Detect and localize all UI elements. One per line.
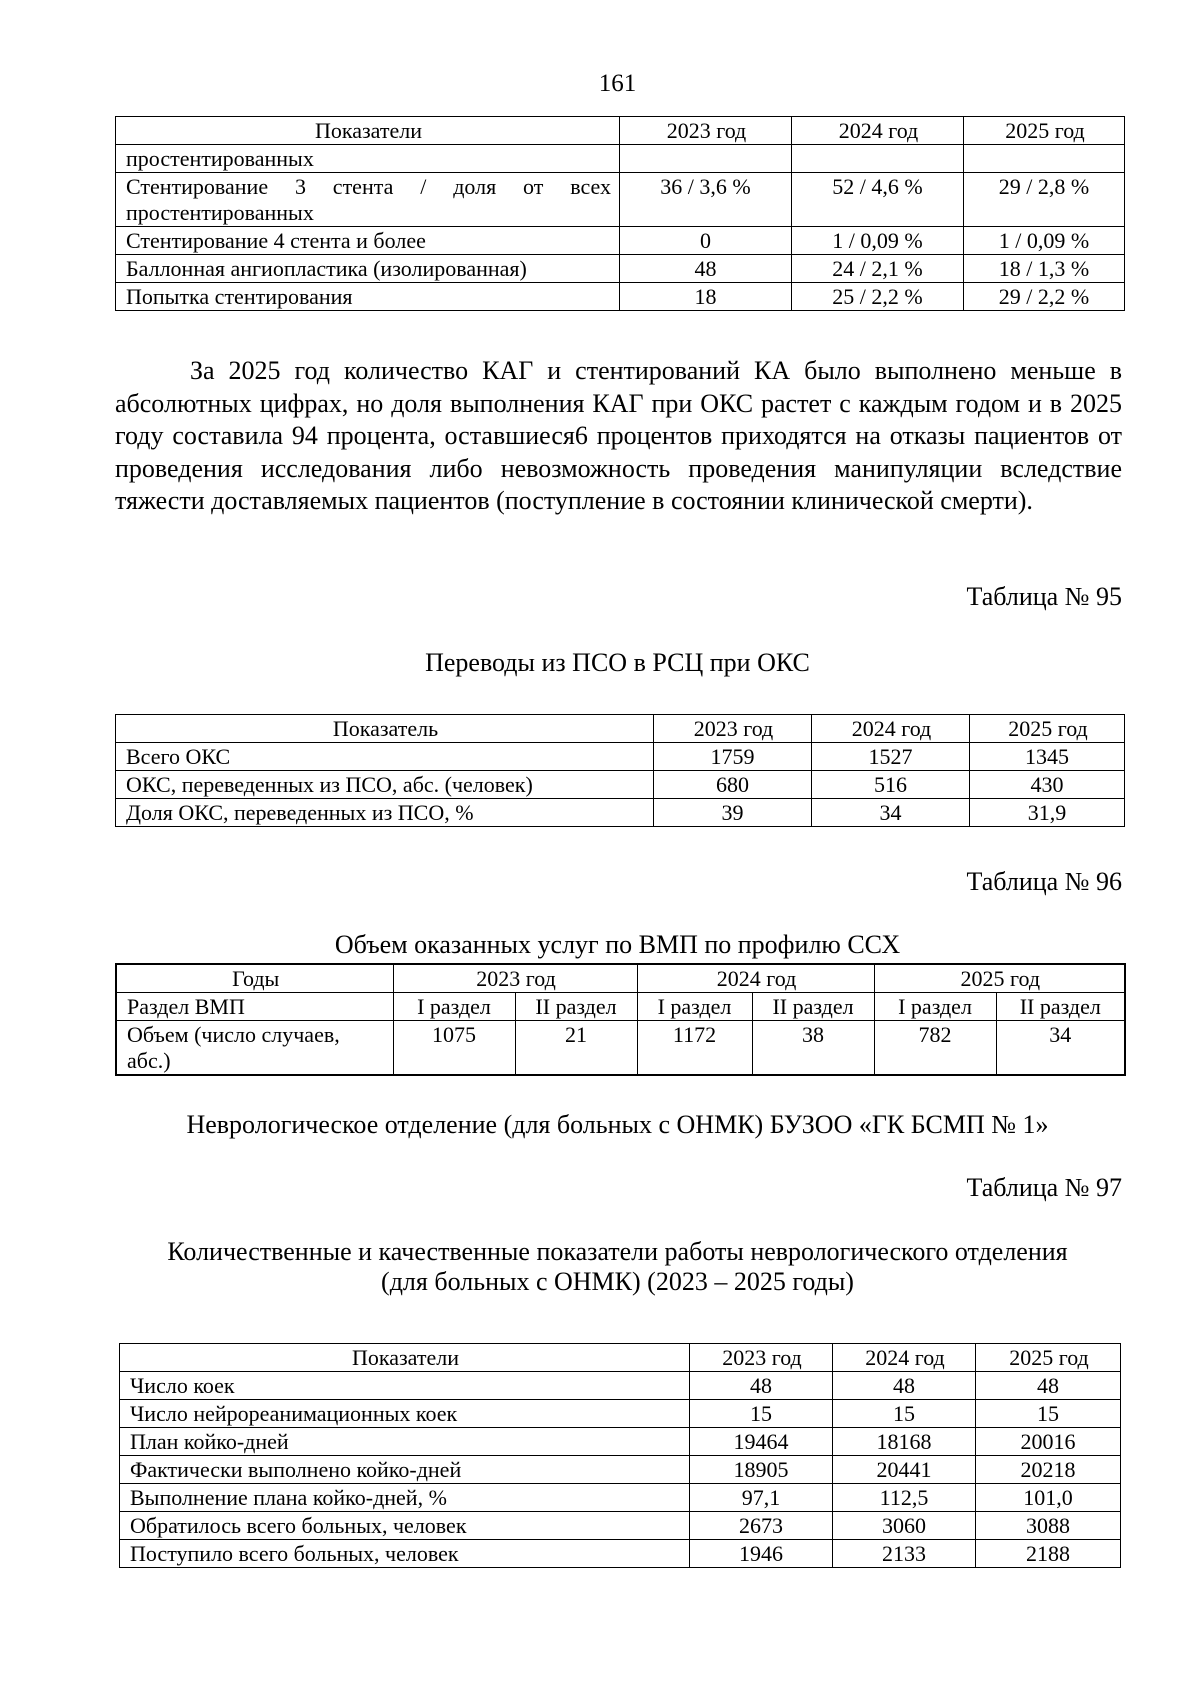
row-label: Число коек	[120, 1372, 690, 1400]
table-row	[116, 227, 1125, 255]
cell-2024: 15	[833, 1400, 976, 1428]
cell-2024: 516	[812, 771, 970, 799]
cell-2023	[620, 145, 792, 173]
cell-2025: 29 / 2,2 %	[964, 283, 1125, 311]
cell-2023: 48	[690, 1372, 833, 1400]
cell-2023: 680	[654, 771, 812, 799]
cell-section: I раздел	[874, 993, 996, 1021]
cell-2025	[964, 145, 1125, 173]
row-label: Стентирование 4 стента и более	[116, 227, 620, 255]
table-row	[116, 993, 1125, 1021]
row-label: Попытка стентирования	[116, 283, 620, 311]
cell-2024: 34	[812, 799, 970, 827]
table-row	[116, 799, 1125, 827]
table-row	[120, 1400, 1121, 1428]
row-label: Поступило всего больных, человек	[120, 1540, 690, 1568]
table-header-row	[116, 715, 1125, 743]
cell-volume: 38	[752, 1021, 874, 1076]
header-2023: 2023 год	[690, 1344, 833, 1372]
header-2025: 2025 год	[964, 117, 1125, 145]
table-row	[116, 283, 1125, 311]
header-indicator: Показатель	[116, 715, 654, 743]
cell-volume: 782	[874, 1021, 996, 1076]
transfers-table	[115, 714, 1125, 827]
table-row	[116, 173, 1125, 227]
cell-section: II раздел	[515, 993, 637, 1021]
header-2024: 2024 год	[637, 964, 874, 993]
table-row	[120, 1540, 1121, 1568]
cell-section: I раздел	[637, 993, 752, 1021]
table-header-row	[116, 117, 1125, 145]
header-2025: 2025 год	[976, 1344, 1121, 1372]
table96-title: Объем оказанных услуг по ВМП по профилю ССХ	[334, 930, 901, 959]
table95-caption: Таблица № 95	[966, 582, 1122, 611]
table-row	[116, 1021, 1125, 1076]
cell-2025: 1 / 0,09 %	[964, 227, 1125, 255]
cell-2025: 20016	[976, 1428, 1121, 1456]
cell-2025: 15	[976, 1400, 1121, 1428]
row-label: Обратилось всего больных, человек	[120, 1512, 690, 1540]
cell-2025: 20218	[976, 1456, 1121, 1484]
vmp-table	[115, 963, 1126, 1076]
cell-volume: 34	[996, 1021, 1125, 1076]
section-heading: Неврологическое отделение (для больных с ОНМК) БУЗОО «ГК БСМП № 1»	[186, 1110, 1049, 1139]
row-label: ОКС, переведенных из ПСО, абс. (человек)	[116, 771, 654, 799]
cell-2023: 15	[690, 1400, 833, 1428]
cell-2023: 19464	[690, 1428, 833, 1456]
cell-2024: 2133	[833, 1540, 976, 1568]
row-label: Фактически выполнено койко-дней	[120, 1456, 690, 1484]
row-label: Доля ОКС, переведенных из ПСО, %	[116, 799, 654, 827]
header-2023: 2023 год	[393, 964, 637, 993]
cell-2023: 36 / 3,6 %	[620, 173, 792, 227]
table-row	[116, 743, 1125, 771]
neurology-table	[119, 1343, 1121, 1568]
table-row	[120, 1456, 1121, 1484]
row-label-line1: Объем (число случаев,	[127, 1022, 340, 1047]
table-row	[116, 771, 1125, 799]
row-label-line2: простентированных	[126, 200, 314, 225]
cell-section: I раздел	[393, 993, 515, 1021]
row-label: Раздел ВМП	[116, 993, 393, 1021]
row-label: Выполнение плана койко-дней, %	[120, 1484, 690, 1512]
row-label: Всего ОКС	[116, 743, 654, 771]
cell-2024: 24 / 2,1 %	[792, 255, 964, 283]
cell-2024: 20441	[833, 1456, 976, 1484]
cell-2023: 18	[620, 283, 792, 311]
header-2025: 2025 год	[970, 715, 1125, 743]
table97-title-line2: (для больных с ОНМК) (2023 – 2025 годы)	[381, 1267, 854, 1296]
table97-title-line1: Количественные и качественные показатели работы неврологического отделения	[167, 1237, 1068, 1266]
cell-2024: 112,5	[833, 1484, 976, 1512]
table-header-row	[116, 964, 1125, 993]
cell-2025: 18 / 1,3 %	[964, 255, 1125, 283]
cell-2024: 48	[833, 1372, 976, 1400]
table97-title	[0, 1237, 1200, 1297]
cell-2025: 1345	[970, 743, 1125, 771]
cell-2025: 101,0	[976, 1484, 1121, 1512]
row-label: Число нейрореанимационных коек	[120, 1400, 690, 1428]
body-paragraph	[115, 355, 1122, 518]
cell-2025: 3088	[976, 1512, 1121, 1540]
header-2023: 2023 год	[620, 117, 792, 145]
row-label: План койко-дней	[120, 1428, 690, 1456]
cell-2023: 97,1	[690, 1484, 833, 1512]
cell-2023: 0	[620, 227, 792, 255]
header-indicators: Показатели	[116, 117, 620, 145]
table-row	[116, 255, 1125, 283]
cell-2024: 1 / 0,09 %	[792, 227, 964, 255]
row-label	[116, 1021, 393, 1076]
table97-caption: Таблица № 97	[966, 1173, 1122, 1202]
table-row	[116, 145, 1125, 173]
cell-2025: 31,9	[970, 799, 1125, 827]
table-row	[120, 1372, 1121, 1400]
cell-2024: 18168	[833, 1428, 976, 1456]
cell-2024: 52 / 4,6 %	[792, 173, 964, 227]
cell-2023: 1946	[690, 1540, 833, 1568]
table-row	[120, 1484, 1121, 1512]
header-2024: 2024 год	[833, 1344, 976, 1372]
table-row	[120, 1428, 1121, 1456]
cell-2024: 1527	[812, 743, 970, 771]
table-header-row	[120, 1344, 1121, 1372]
cell-2024	[792, 145, 964, 173]
table-row	[120, 1512, 1121, 1540]
header-2024: 2024 год	[792, 117, 964, 145]
stenting-table	[115, 116, 1125, 311]
cell-2023: 48	[620, 255, 792, 283]
cell-volume: 21	[515, 1021, 637, 1076]
header-2025: 2025 год	[874, 964, 1125, 993]
row-label-line1: Стентирование 3 стента / доля от всех	[126, 174, 611, 199]
table95-title: Переводы из ПСО в РСЦ при ОКС	[425, 648, 810, 677]
cell-2025: 29 / 2,8 %	[964, 173, 1125, 227]
cell-2023: 2673	[690, 1512, 833, 1540]
cell-section: II раздел	[752, 993, 874, 1021]
cell-volume: 1075	[393, 1021, 515, 1076]
header-2024: 2024 год	[812, 715, 970, 743]
row-label	[116, 173, 620, 227]
cell-2024: 25 / 2,2 %	[792, 283, 964, 311]
header-years: Годы	[116, 964, 393, 993]
cell-section: II раздел	[996, 993, 1125, 1021]
table96-caption: Таблица № 96	[966, 867, 1122, 896]
cell-volume: 1172	[637, 1021, 752, 1076]
paragraph-text: За 2025 год количество КАГ и стентирований КА было выполнено меньше в абсолютных цифрах, но доля выполнения КАГ при ОКС растет с каждым годом и в 2025 году составила 94 процента, оставшиеся6 процентов приходятся на отказы пациентов от проведения исследования либо невозможность проведения манипуляции вследствие тяжести доставляемых пациентов (поступление в состоянии клинической смерти).	[115, 356, 1122, 516]
page-number: 161	[598, 70, 637, 97]
row-label-line2: абс.)	[127, 1048, 171, 1073]
cell-2025: 48	[976, 1372, 1121, 1400]
cell-2025: 2188	[976, 1540, 1121, 1568]
cell-2023: 39	[654, 799, 812, 827]
cell-2024: 3060	[833, 1512, 976, 1540]
header-indicators: Показатели	[120, 1344, 690, 1372]
row-label: простентированных	[116, 145, 620, 173]
cell-2023: 1759	[654, 743, 812, 771]
header-2023: 2023 год	[654, 715, 812, 743]
cell-2023: 18905	[690, 1456, 833, 1484]
row-label: Баллонная ангиопластика (изолированная)	[116, 255, 620, 283]
cell-2025: 430	[970, 771, 1125, 799]
